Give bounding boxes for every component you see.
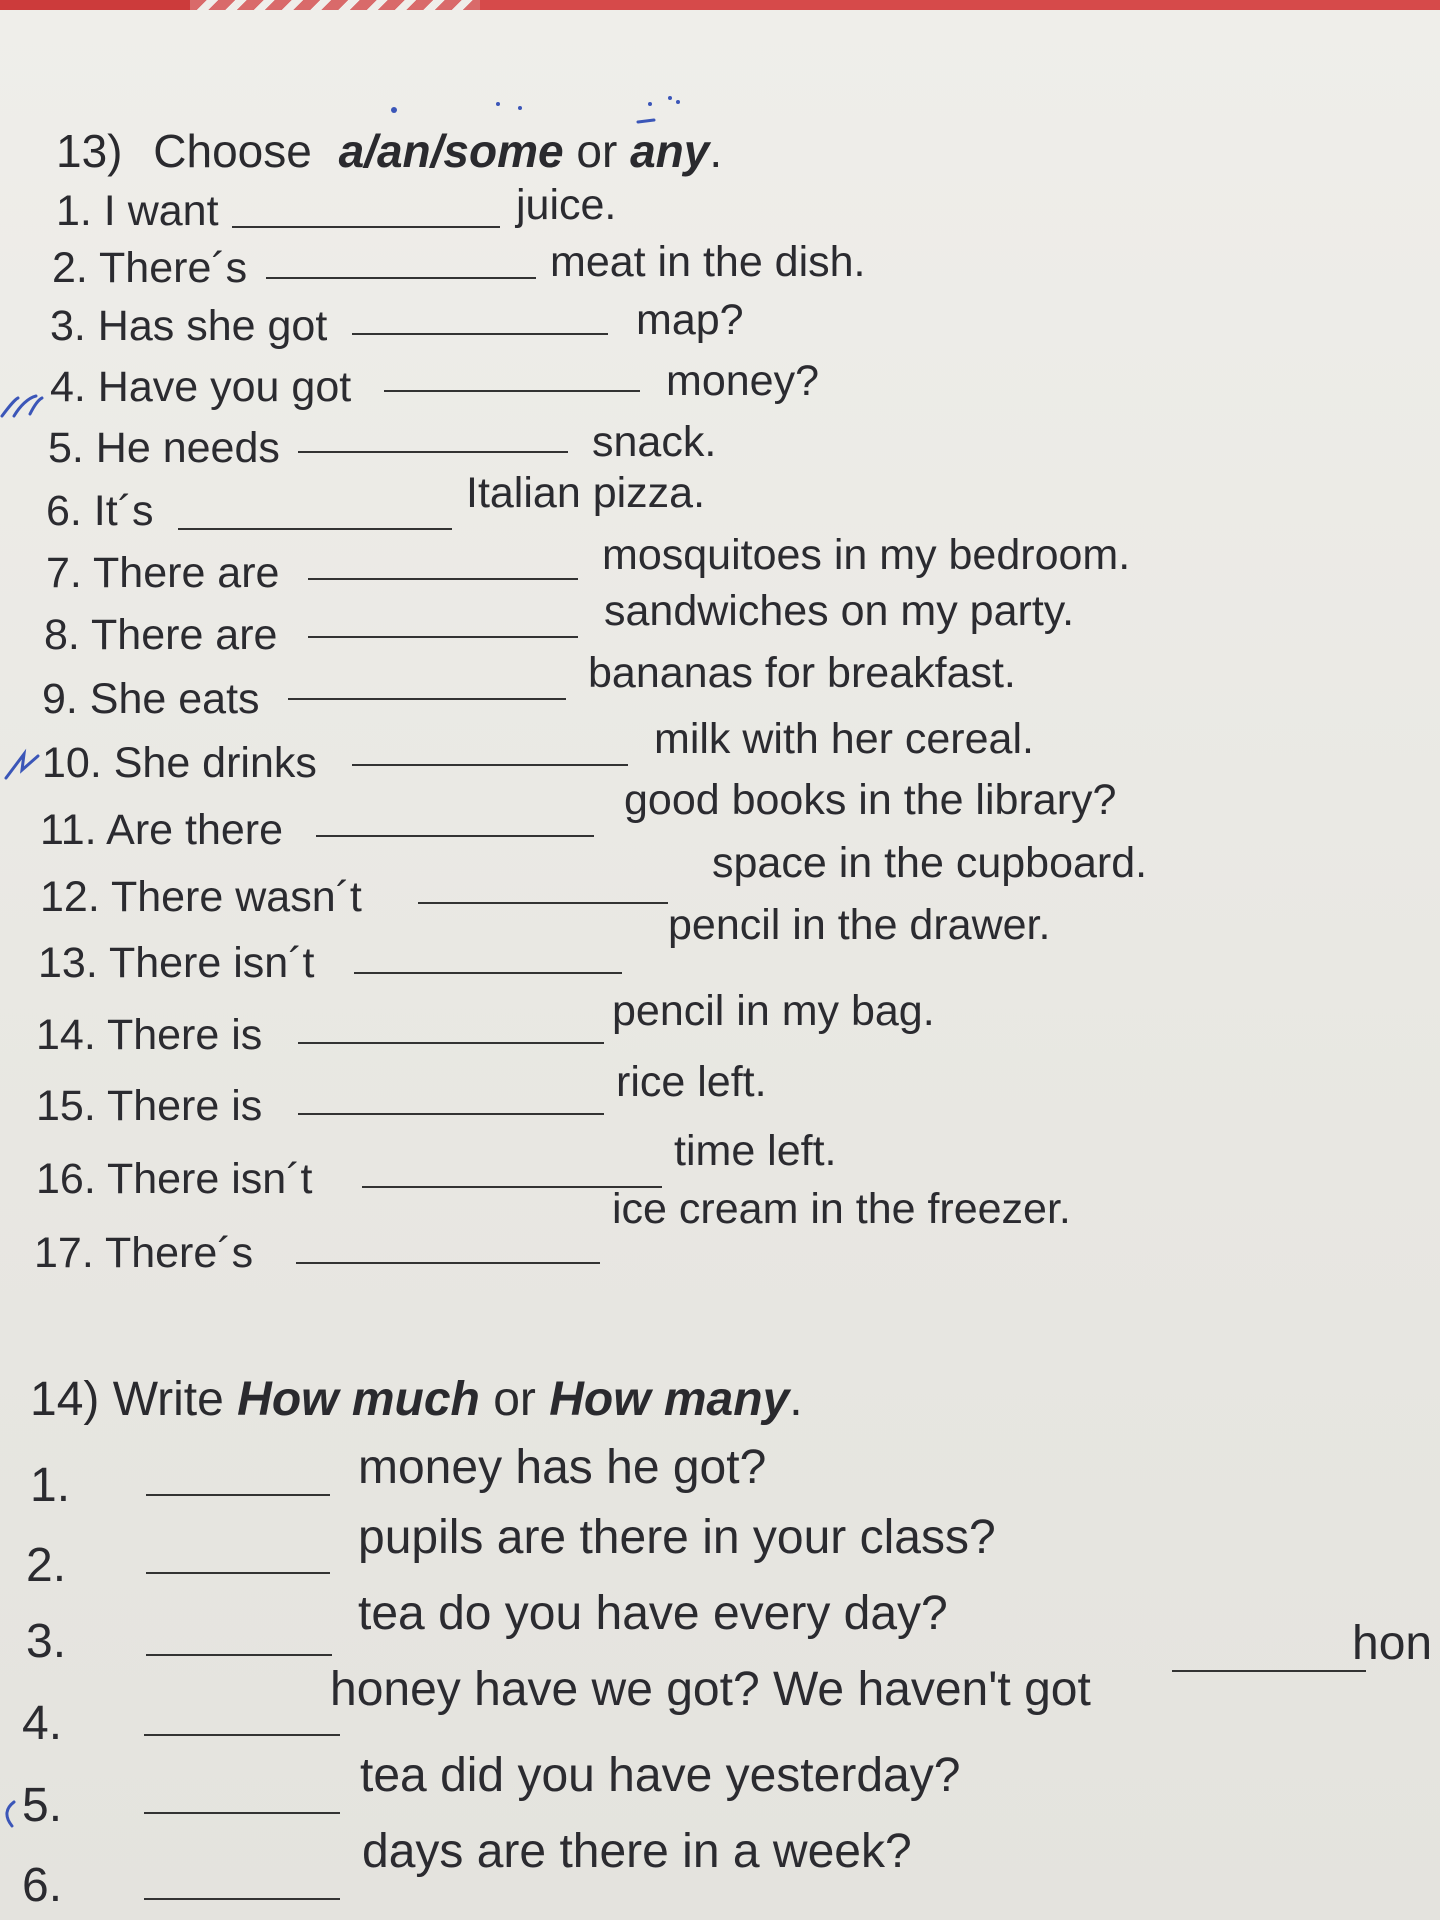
item-prompt: 3. [26,1615,67,1668]
item-completion: juice. [516,181,617,229]
item-prompt: 1. [30,1459,71,1512]
instruction-text: Choose [153,125,312,177]
answer-blank[interactable] [298,1113,604,1115]
item-completion: money? [666,357,819,405]
answer-blank[interactable] [308,636,578,638]
answer-blank[interactable] [418,902,668,904]
item-prompt: 16. There isn´t [36,1155,313,1203]
item-prompt: 5. He needs [48,424,280,472]
item-completion: pencil in the drawer. [668,901,1051,949]
exercise-number: 13) [56,125,123,177]
pen-mark-icon [2,748,42,782]
item-tail-text: hon [1352,1617,1433,1670]
answer-blank[interactable] [298,451,568,453]
answer-blank[interactable] [178,528,452,530]
answer-blank[interactable] [232,226,500,228]
item-completion: honey have we got? We haven't got [330,1663,1091,1716]
item-completion: space in the cupboard. [712,839,1148,887]
answer-blank[interactable] [308,578,578,580]
answer-blank[interactable] [144,1734,340,1736]
answer-blank[interactable] [354,972,622,974]
item-completion: meat in the dish. [550,238,866,286]
item-prompt: 3. Has she got [50,302,328,350]
pen-mark-icon [0,386,44,422]
answer-blank[interactable] [1172,1670,1366,1672]
answer-blank[interactable] [266,277,536,279]
item-prompt: 13. There isn´t [38,939,315,987]
item-completion: good books in the library? [624,776,1117,824]
answer-blank[interactable] [298,1042,604,1044]
item-prompt: 6. [22,1859,63,1912]
instruction-text: 14) Write [30,1373,224,1426]
border-segment [480,0,1440,10]
item-prompt: 2. There´s [52,244,248,292]
item-prompt: 4. [22,1697,63,1750]
answer-blank[interactable] [316,835,594,837]
item-prompt: 7. There are [46,549,280,597]
item-prompt: 14. There is [36,1011,263,1059]
instruction-option-2: How many [549,1373,790,1426]
item-completion: milk with her cereal. [654,715,1034,763]
instruction-period: . [789,1373,803,1426]
answer-blank[interactable] [146,1654,332,1656]
item-prompt: 5. [22,1779,63,1832]
answer-blank[interactable] [352,764,628,766]
item-prompt: 12. There wasn´t [40,873,362,921]
item-completion: sandwiches on my party. [604,587,1075,635]
item-completion: rice left. [616,1058,767,1106]
item-prompt: 11. Are there [40,806,284,854]
item-completion: bananas for breakfast. [588,649,1016,697]
item-completion: snack. [592,418,717,466]
answer-blank[interactable] [144,1898,340,1900]
instruction-option-1: How much [237,1373,480,1426]
instruction-options: a/an/some [338,125,564,177]
answer-blank[interactable] [352,333,608,335]
instruction-or: or [576,125,618,177]
instruction-last-option: any [630,125,710,177]
answer-blank[interactable] [296,1262,600,1264]
border-segment [0,0,190,10]
item-completion: map? [636,296,744,344]
exercise-14-heading [30,1372,803,1427]
item-completion: days are there in a week? [362,1825,912,1878]
item-prompt: 8. There are [44,611,278,659]
item-prompt: 17. There´s [34,1229,254,1277]
item-completion: time left. [674,1127,837,1175]
top-red-border [0,0,1440,10]
item-prompt: 9. She eats [42,675,260,723]
instruction-or: or [493,1373,536,1426]
item-prompt: 15. There is [36,1082,263,1130]
item-completion: pupils are there in your class? [358,1511,996,1564]
item-prompt: 10. She drinks [42,739,317,787]
answer-blank[interactable] [146,1494,330,1496]
pen-mark-icon [0,1800,18,1830]
pen-dots-icon [380,94,720,134]
item-completion: pencil in my bag. [612,987,935,1035]
item-completion: Italian pizza. [466,469,706,517]
item-prompt: 6. It´s [46,487,154,535]
item-prompt: 1. I want [56,187,219,235]
answer-blank[interactable] [146,1572,330,1574]
answer-blank[interactable] [384,390,640,392]
border-stripe [190,0,480,10]
item-prompt: 4. Have you got [50,363,352,411]
item-prompt: 2. [26,1539,67,1592]
item-completion: tea did you have yesterday? [360,1749,961,1802]
item-completion: tea do you have every day? [358,1587,948,1640]
item-completion: ice cream in the freezer. [612,1185,1071,1233]
instruction-period: . [709,125,723,177]
answer-blank[interactable] [144,1812,340,1814]
item-completion: money has he got? [358,1441,767,1494]
answer-blank[interactable] [288,698,566,700]
item-completion: mosquitoes in my bedroom. [602,531,1131,579]
